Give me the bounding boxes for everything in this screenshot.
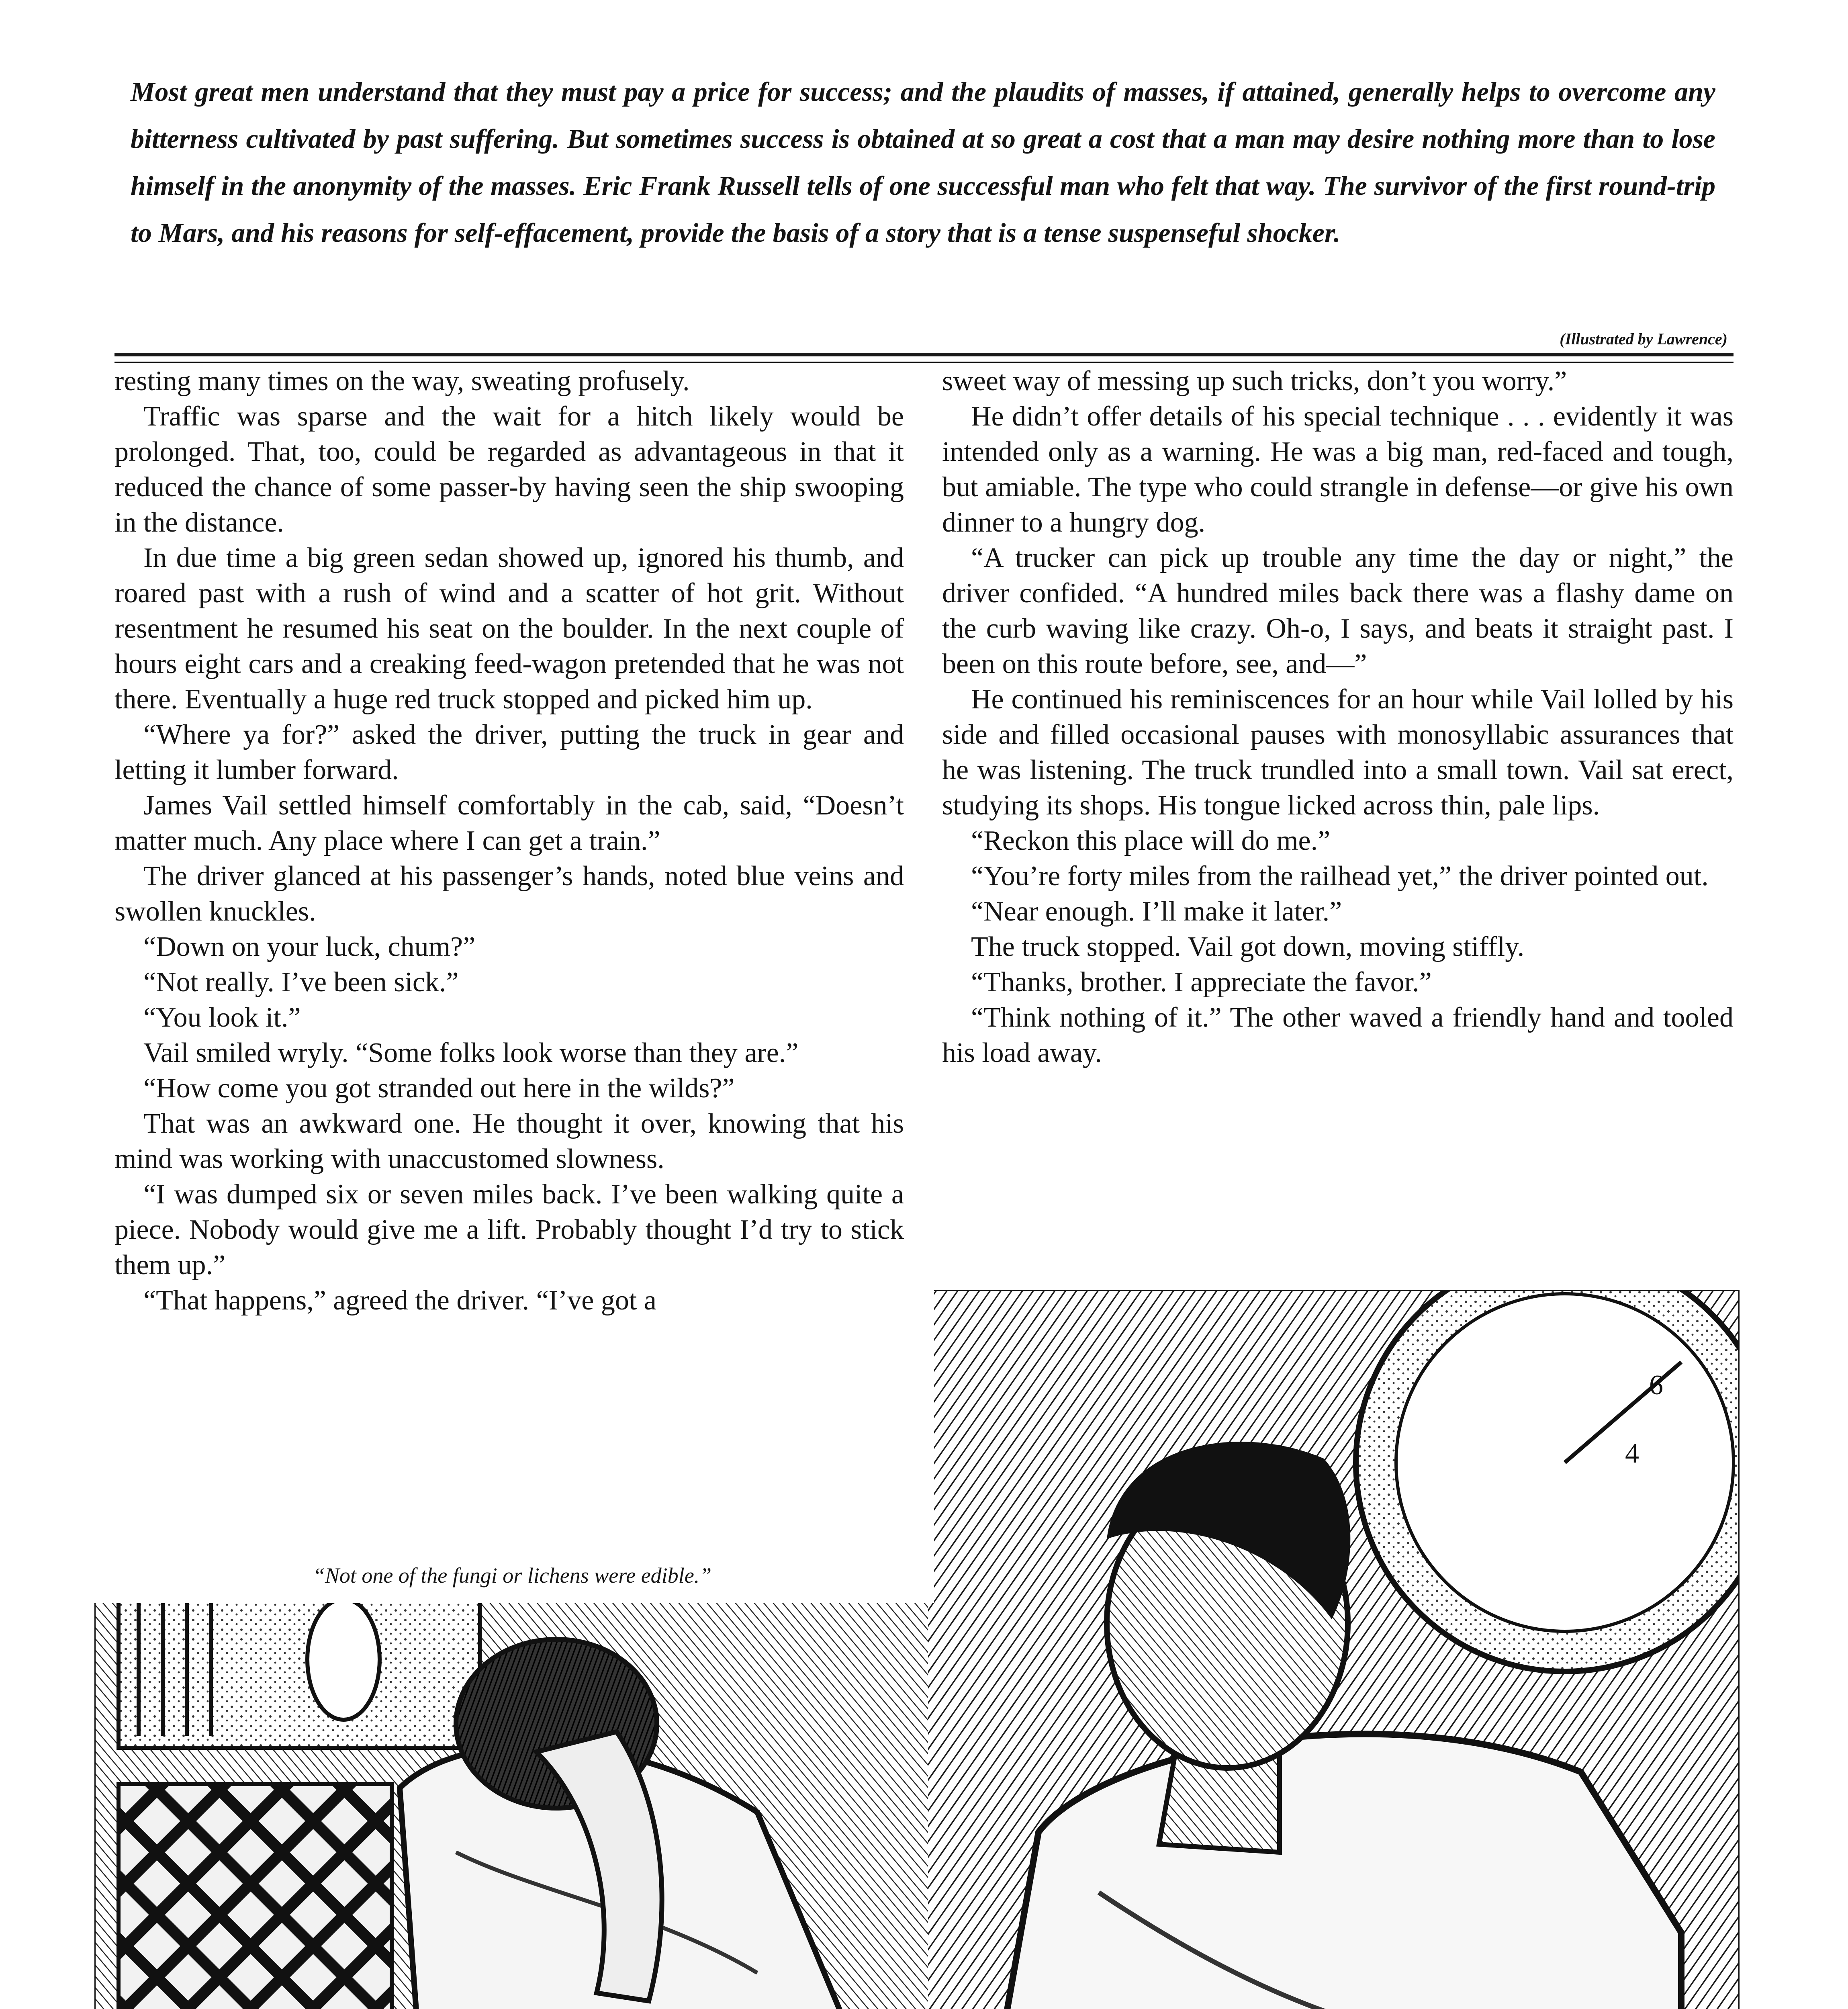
small-gauge (307, 1599, 380, 1720)
paragraph: “That happens,” agreed the driver. “I’ve got a (143, 1285, 656, 1316)
header-rule (114, 353, 1734, 356)
paragraph: The truck stopped. Vail got down, moving stiffly. (971, 931, 1525, 962)
paragraph: Vail smiled wryly. “Some folks look worse than they are.” (143, 1037, 799, 1068)
svg-text:4: 4 (1625, 1438, 1639, 1469)
paragraph: Traffic was sparse and the wait for a hitch likely would be prolonged. That, too, could be regarded as advantageous in that it reduced the chance of some passer-by having seen the ship swooping in the distance. (114, 401, 904, 538)
paragraph: In due time a big green sedan showed up, ignored his thumb, and roared past with a rush of wind and a scatter of hot grit. Without resentment he resumed his seat on the boulder. In the next couple of hours eight cars and a creaking feed-wagon pretended that he was not there. Eventually a huge red truck stopped and picked him up. (114, 542, 904, 715)
paragraph: He continued his reminiscences for an hour while Vail lolled by his side and filled occasional pauses with monosyllabic assurances that he was listening. The truck trundled into a small town. Vail sat erect, studying its shops. His tongue licked across thin, pale lips. (942, 684, 1734, 821)
paragraph: James Vail settled himself comfortably in the cab, said, “Doesn’t matter much. Any place where I can get a train.” (114, 790, 904, 856)
lattice-grill (119, 1784, 392, 2009)
svg-text:6: 6 (1649, 1370, 1663, 1401)
paragraph: “Near enough. I’ll make it later.” (971, 896, 1342, 927)
paragraph: That was an awkward one. He thought it over, knowing that his mind was working with unaccustomed slowness. (114, 1108, 904, 1174)
paragraph: “How come you got stranded out here in the wilds?” (143, 1073, 735, 1104)
right-text-column (942, 364, 1734, 1276)
paragraph: “Where ya for?” asked the driver, putting the truck in gear and letting it lumber forward. (114, 719, 904, 786)
paragraph: resting many times on the way, sweating profusely. (114, 366, 690, 397)
paragraph: “Thanks, brother. I appreciate the favor.” (971, 967, 1432, 998)
paragraph: The driver glanced at his passenger’s hands, noted blue veins and swollen knuckles. (114, 861, 904, 927)
illustration-credit: (Illustrated by Lawrence) (1560, 330, 1727, 348)
paragraph: “Not really. I’ve been sick.” (143, 967, 459, 998)
header-rule-thin (114, 362, 1734, 363)
paragraph: “You look it.” (143, 1002, 301, 1033)
paragraph: sweet way of messing up such tricks, don’t you worry.” (942, 366, 1567, 397)
paragraph: “Reckon this place will do me.” (971, 825, 1331, 856)
intro-blurb: Most great men understand that they must pay a price for success; and the plaudits of masses, if attained, generally helps to overcome any bitterness cultivated by past suffering. But sometimes success is obtained at so great a cost that a man may desire nothing more than to lose himself in the anonymity of the masses. Eric Frank Russell tells of one successful man who felt that way. The survivor of the first round-trip to Mars, and his reasons for self-effacement, provide the basis of a story that is a tense suspenseful shocker. (131, 76, 1715, 248)
paragraph: He didn’t offer details of his special technique . . . evidently it was intended only as a warning. He was a big man, red-faced and tough, but amiable. The type who could strangle in defense—or give his own dinner to a hungry dog. (942, 401, 1734, 538)
paragraph: “You’re forty miles from the railhead yet,” the driver pointed out. (971, 861, 1709, 892)
paragraph: “A trucker can pick up trouble any time the day or night,” the driver confided. “A hundred miles back there was a flashy dame on the curb waving like crazy. Oh-o, I says, and beats it straight past. I been on this route before, see, and—” (942, 542, 1734, 679)
instrument-rack (119, 1595, 480, 1748)
paragraph: “I was dumped six or seven miles back. I’ve been walking quite a piece. Nobody would give me a lift. Probably thought I’d try to stick them up.” (114, 1179, 904, 1281)
paragraph: “Think nothing of it.” The other waved a friendly hand and tooled his load away. (942, 1002, 1734, 1068)
paragraph: “Down on your luck, chum?” (143, 931, 476, 962)
illustration-caption: “Not one of the fungi or lichens were edible.” (313, 1563, 712, 1588)
left-text-column (114, 364, 904, 1551)
